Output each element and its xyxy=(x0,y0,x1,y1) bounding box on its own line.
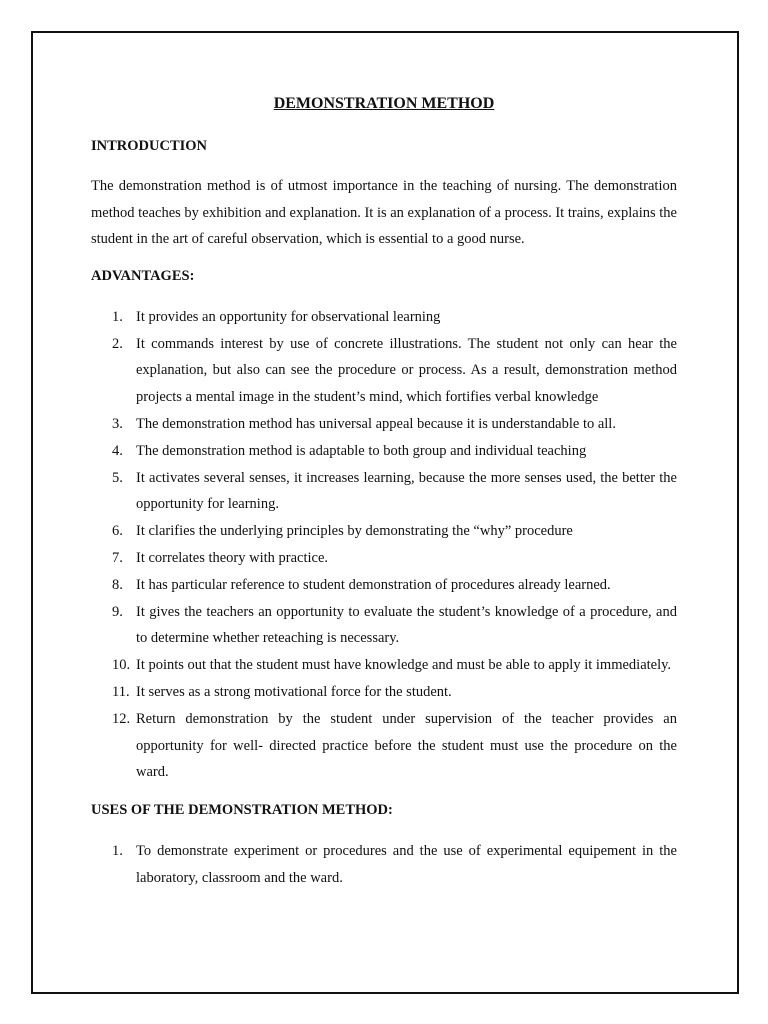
advantage-item-10 xyxy=(91,652,677,679)
list-number: 4. xyxy=(112,442,123,459)
advantage-item-4 xyxy=(91,438,677,465)
advantage-item-1 xyxy=(91,304,677,331)
list-number: 1. xyxy=(112,308,123,325)
advantage-item-9 xyxy=(91,599,677,653)
list-number: 6. xyxy=(112,523,123,540)
list-number: 10. xyxy=(112,657,131,674)
advantage-item-12 xyxy=(91,706,677,786)
list-item-text: It serves as a strong motivational force for the student. xyxy=(136,683,452,700)
advantages-heading: ADVANTAGES: xyxy=(91,267,195,284)
list-number: 8. xyxy=(112,576,123,593)
advantage-item-2 xyxy=(91,331,677,411)
use-item-1 xyxy=(91,838,677,892)
list-item-text: It has particular reference to student demonstration of procedures already learned. xyxy=(136,576,611,593)
list-item-text: It provides an opportunity for observational learning xyxy=(136,308,441,325)
advantage-item-6 xyxy=(91,518,677,545)
advantage-item-3 xyxy=(91,411,677,438)
advantage-item-11 xyxy=(91,679,677,706)
list-item-text: It clarifies the underlying principles by demonstrating the “why” procedure xyxy=(136,523,573,540)
list-item-text: It gives the teachers an opportunity to evaluate the student’s knowledge of a procedure, and to determine whether reteaching is necessary. xyxy=(136,603,677,647)
list-item-text: It activates several senses, it increases learning, because the more senses used, the better the opportunity for learning. xyxy=(136,469,677,513)
introduction-heading: INTRODUCTION xyxy=(91,138,208,154)
advantage-item-8 xyxy=(91,572,677,599)
advantage-item-5 xyxy=(91,465,677,519)
list-item-text: The demonstration method has universal appeal because it is understandable to all. xyxy=(136,415,616,432)
list-item-text: It commands interest by use of concrete illustrations. The student not only can hear the explanation, but also can see the procedure or process. As a result, demonstration method projects a mental image in the student’s mind, which fortifies verbal knowledge xyxy=(136,335,677,406)
list-number: 3. xyxy=(112,415,123,432)
list-number: 1. xyxy=(112,843,123,860)
introduction-paragraph: The demonstration method is of utmost importance in the teaching of nursing. The demonstration method teaches by exhibition and explanation. It is an explanation of a process. It trains, explains the student in the art of careful observation, which is essential to a good nurse. xyxy=(91,178,677,248)
list-item-text: To demonstrate experiment or procedures and the use of experimental equipement in the laboratory, classroom and the ward. xyxy=(136,843,677,886)
list-number: 9. xyxy=(112,603,123,620)
list-number: 2. xyxy=(112,335,123,352)
uses-heading: USES OF THE DEMONSTRATION METHOD: xyxy=(91,802,393,819)
list-number: 5. xyxy=(112,469,123,486)
document-title: DEMONSTRATION METHOD xyxy=(273,95,495,112)
list-item-text: It correlates theory with practice. xyxy=(136,549,329,566)
advantages-list xyxy=(91,304,677,786)
uses-list xyxy=(91,838,677,892)
advantage-item-7 xyxy=(91,545,677,572)
list-number: 11. xyxy=(112,683,130,700)
list-number: 12. xyxy=(112,710,131,727)
list-item-text: Return demonstration by the student under supervision of the teacher provides an opportunity for well- directed practice before the student must use the procedure on the ward. xyxy=(136,710,677,781)
list-item-text: It points out that the student must have knowledge and must be able to apply it immediately. xyxy=(136,657,672,674)
document-body xyxy=(91,93,677,892)
list-item-text: The demonstration method is adaptable to both group and individual teaching xyxy=(136,442,587,459)
list-number: 7. xyxy=(112,549,123,566)
